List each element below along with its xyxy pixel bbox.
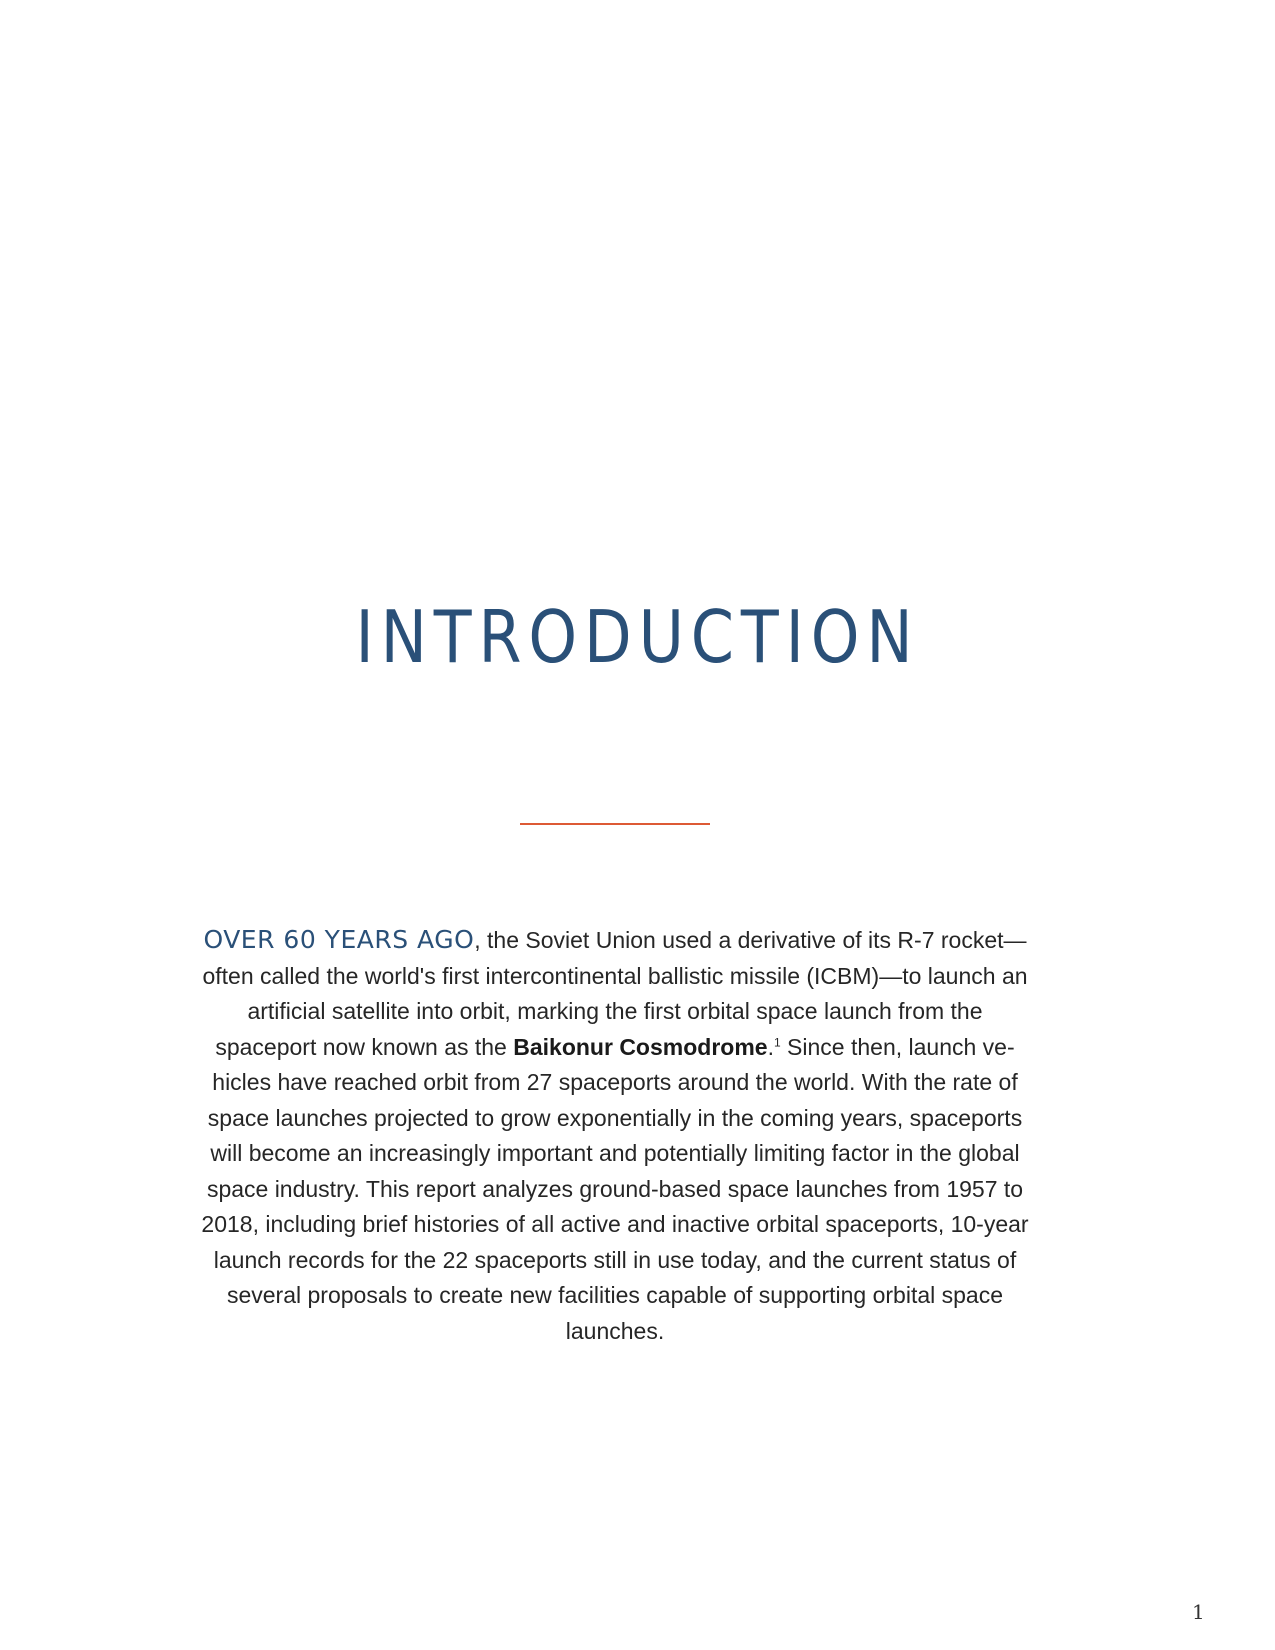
intro-bold-term: Baikonur Cosmodrome xyxy=(513,1033,768,1060)
title-divider xyxy=(520,823,710,825)
footnote-reference[interactable]: 1 xyxy=(773,1034,781,1049)
intro-text-part-1: , the Soviet Union used a derivative of its R-7 rocket—often called the world's first intercontinental ballistic missile (ICBM)—to launch an artificial satellite into orbit, marking the first orbital space launch from the spaceport now known as the xyxy=(202,927,1028,1060)
intro-paragraph xyxy=(200,922,1030,1349)
intro-text-part-3: Since then, launch vehicles have reached orbit from 27 spaceports around the world. With the rate of space launches projected to grow exponentially in the coming years, spaceports will become an increasingly important and potentially limiting factor in the global space industry. This report analyzes ground-based space launches from 1957 to 2018, including brief histories of all active and inactive orbital spaceports, 10-year launch records for the 22 spaceports still in use today, and the current status of several proposals to create new facilities capable of supporting orbital space launches. xyxy=(201,1033,1029,1344)
page-number: 1 xyxy=(1192,1600,1205,1624)
section-title: INTRODUCTION xyxy=(355,595,920,679)
intro-lead-in: OVER 60 YEARS AGO xyxy=(203,925,475,954)
intro-text-part-2: . xyxy=(767,1033,774,1060)
